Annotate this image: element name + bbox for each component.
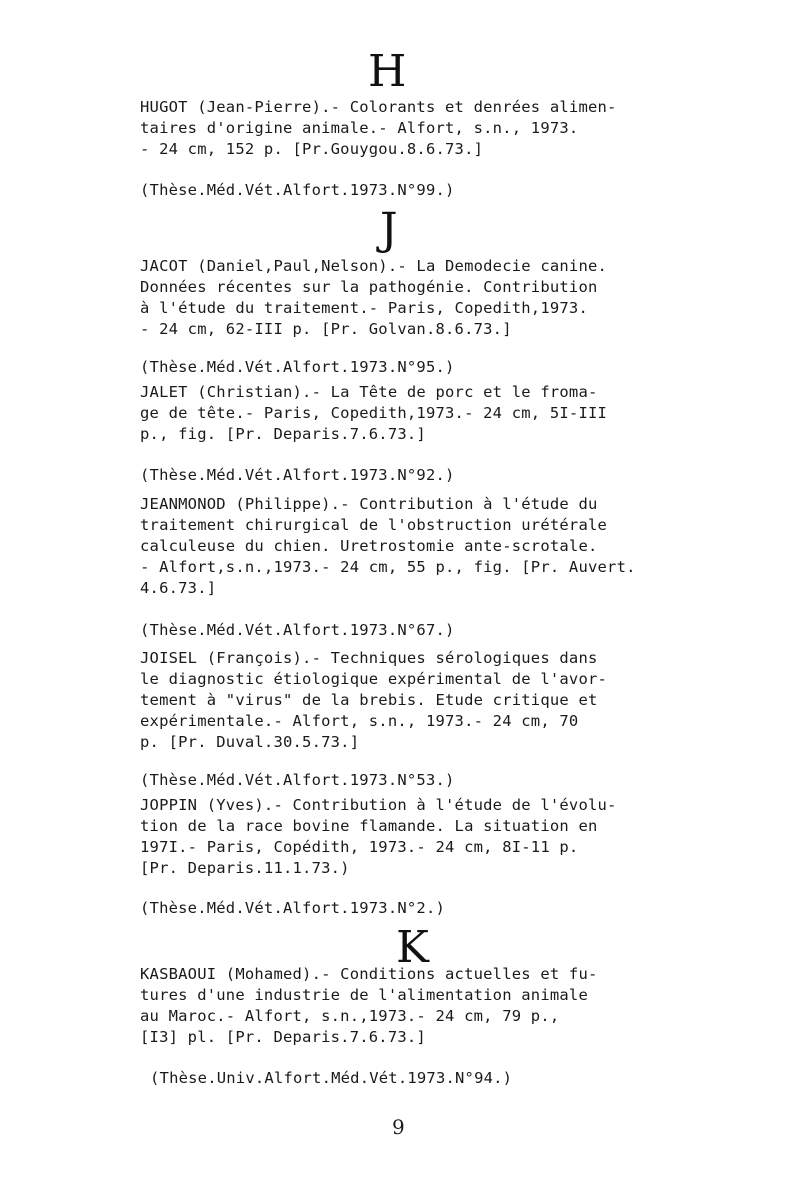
entry-line: [Pr. Deparis.11.1.73.)	[140, 859, 350, 877]
entry-line: calculeuse du chien. Uretrostomie ante-scrotale.	[140, 537, 598, 555]
entry-line: - Alfort,s.n.,1973.- 24 cm, 55 p., fig. [Pr. Auvert.	[140, 558, 636, 576]
entry-line: p. [Pr. Duval.30.5.73.]	[140, 733, 360, 751]
entry-line: tion de la race bovine flamande. La situation en	[140, 817, 598, 835]
section-letter-k: K	[396, 922, 429, 973]
entry-line: tement à "virus" de la brebis. Etude critique et	[140, 691, 598, 709]
entry-kasbaoui	[140, 964, 680, 1048]
entry-line: 4.6.73.]	[140, 579, 217, 597]
entry-hugot	[140, 97, 680, 160]
entry-line: taires d'origine animale.- Alfort, s.n., 1973.	[140, 119, 579, 137]
entry-joisel	[140, 648, 680, 753]
series-note: (Thèse.Méd.Vét.Alfort.1973.N°95.)	[140, 358, 455, 376]
entry-line: à l'étude du traitement.- Paris, Copedith,1973.	[140, 299, 588, 317]
entry-line: expérimentale.- Alfort, s.n., 1973.- 24 cm, 70	[140, 712, 579, 730]
series-note: (Thèse.Méd.Vét.Alfort.1973.N°99.)	[140, 181, 455, 199]
entry-line: traitement chirurgical de l'obstruction urétérale	[140, 516, 608, 534]
series-note: (Thèse.Méd.Vét.Alfort.1973.N°2.)	[140, 899, 446, 917]
page-number: 9	[392, 1115, 405, 1139]
entry-line: tures d'une industrie de l'alimentation animale	[140, 986, 588, 1004]
entry-line: JACOT (Daniel,Paul,Nelson).- La Demodecie canine.	[140, 257, 608, 275]
entry-joppin	[140, 795, 680, 879]
entry-line: p., fig. [Pr. Deparis.7.6.73.]	[140, 425, 426, 443]
entry-line: KASBAOUI (Mohamed).- Conditions actuelles et fu-	[140, 965, 598, 983]
entry-line: au Maroc.- Alfort, s.n.,1973.- 24 cm, 79 p.,	[140, 1007, 560, 1025]
entry-line: HUGOT (Jean-Pierre).- Colorants et denrées alimen-	[140, 98, 617, 116]
entry-line: JOPPIN (Yves).- Contribution à l'étude de l'évolu-	[140, 796, 617, 814]
section-letter-h: H	[368, 46, 407, 97]
series-note: (Thèse.Univ.Alfort.Méd.Vét.1973.N°94.)	[150, 1069, 513, 1087]
series-note: (Thèse.Méd.Vét.Alfort.1973.N°53.)	[140, 771, 455, 789]
entry-line: JALET (Christian).- La Tête de porc et le froma-	[140, 383, 598, 401]
entry-line: Données récentes sur la pathogénie. Contribution	[140, 278, 598, 296]
entry-line: 197I.- Paris, Copédith, 1973.- 24 cm, 8I-11 p.	[140, 838, 579, 856]
entry-line: - 24 cm, 152 p. [Pr.Gouygou.8.6.73.]	[140, 140, 484, 158]
entry-line: [I3] pl. [Pr. Deparis.7.6.73.]	[140, 1028, 426, 1046]
section-letter-j: J	[380, 204, 398, 255]
series-note: (Thèse.Méd.Vét.Alfort.1973.N°92.)	[140, 466, 455, 484]
entry-line: le diagnostic étiologique expérimental de l'avor-	[140, 670, 608, 688]
entry-line: - 24 cm, 62-III p. [Pr. Golvan.8.6.73.]	[140, 320, 512, 338]
entry-line: ge de tête.- Paris, Copedith,1973.- 24 cm, 5I-III	[140, 404, 608, 422]
entry-jacot	[140, 256, 680, 340]
entry-line: JOISEL (François).- Techniques sérologiques dans	[140, 649, 598, 667]
entry-jalet	[140, 382, 680, 445]
entry-line: JEANMONOD (Philippe).- Contribution à l'étude du	[140, 495, 598, 513]
series-note: (Thèse.Méd.Vét.Alfort.1973.N°67.)	[140, 621, 455, 639]
entry-jeanmonod	[140, 494, 680, 599]
